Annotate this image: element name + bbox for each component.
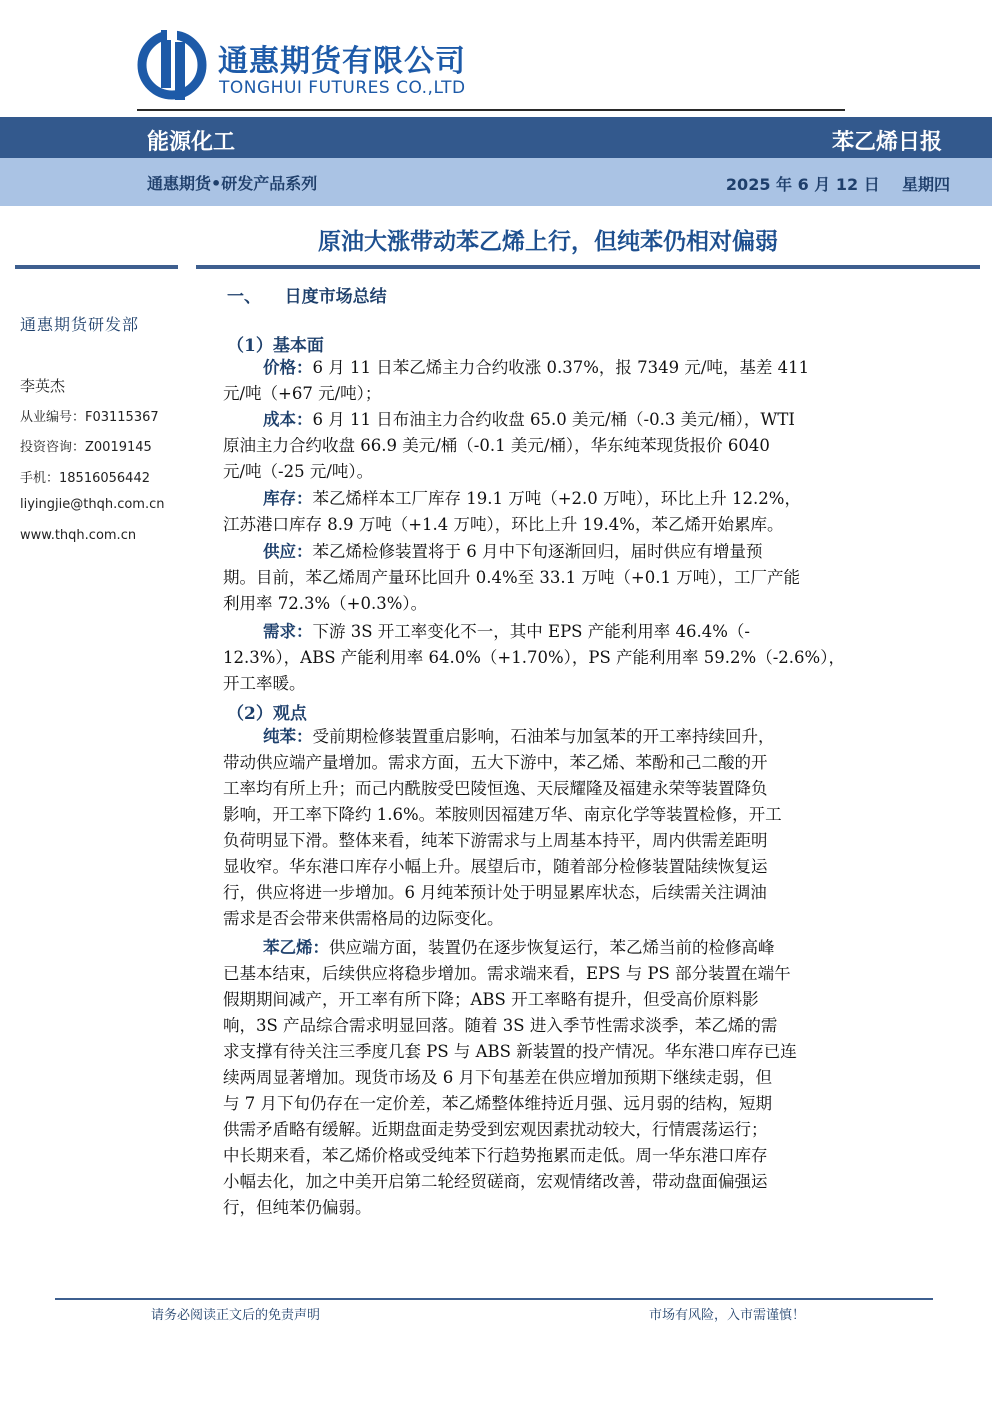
report-headline: 原油大涨带动苯乙烯上行，但纯苯仍相对偏弱 (318, 229, 778, 255)
supply-paragraph (223, 539, 893, 617)
cost-label: 成本： (263, 410, 313, 429)
analyst-consult-id: 投资咨询：Z0019145 (20, 440, 152, 455)
company-website: www.thqh.com.cn (20, 528, 137, 543)
demand-line: 下游 3S 开工率变化不一，其中 EPS 产能利用率 46.4%（- (312, 622, 750, 641)
styrene-line: 中长期来看，苯乙烯价格或受纯苯下行趋势拖累而走低。周一华东港口库存 (223, 1146, 768, 1165)
inventory-line: 苯乙烯样本工厂库存 19.1 万吨（+2.0 万吨），环比上升 12.2%， (312, 489, 801, 508)
benzene-line: 显收窄。华东港口库存小幅上升。展望后市，随着部分检修装置陆续恢复运 (223, 857, 768, 876)
benzene-line: 带动供应端产量增加。需求方面，五大下游中，苯乙烯、苯酚和己二酸的开 (223, 753, 768, 772)
sidebar-divider (15, 265, 178, 269)
supply-line: 期。目前，苯乙烯周产量环比回升 0.4%至 33.1 万吨（+0.1 万吨），工厂产能 (223, 568, 800, 587)
styrene-line: 已基本结束，后续供应将稳步增加。需求端来看，EPS 与 PS 部分装置在端午 (223, 964, 791, 983)
benzene-paragraph (223, 724, 893, 932)
headline-divider (196, 265, 980, 269)
subsection-fundamentals: （1）基本面 (227, 336, 324, 356)
report-type: 苯乙烯日报 (831, 130, 942, 155)
benzene-line: 工率均有所上升；而己内酰胺受巴陵恒逸、天辰耀隆及福建永荣等装置降负 (223, 779, 768, 798)
company-name-cn: 通惠期货有限公司 (218, 44, 466, 79)
cost-line: 原油主力合约收盘 66.9 美元/桶（-0.1 美元/桶），华东纯苯现货报价 6040 (223, 436, 770, 455)
analyst-license: 从业编号：F03115367 (20, 410, 159, 425)
styrene-line: 小幅去化，加之中美开启第二轮经贸磋商，宏观情绪改善，带动盘面偏强运 (223, 1172, 768, 1191)
styrene-line: 与 7 月下旬仍存在一定价差，苯乙烯整体维持近月强、远月弱的结构，短期 (223, 1094, 772, 1113)
tonghui-logo-icon (137, 30, 207, 100)
research-dept: 通惠期货研发部 (20, 315, 140, 334)
section-title: 一、 日度市场总结 (227, 287, 387, 307)
styrene-line: 假期期间减产，开工率有所下降；ABS 开工率略有提升，但受高价原料影 (223, 990, 759, 1009)
styrene-line: 供应端方面，装置仍在逐步恢复运行，苯乙烯当前的检修高峰 (329, 938, 775, 957)
report-date: 2025 年 6 月 12 日 星期四 (725, 175, 950, 194)
inventory-line: 江苏港口库存 8.9 万吨（+1.4 万吨），环比上升 19.4%，苯乙烯开始累库。 (223, 515, 784, 534)
styrene-line: 供需矛盾略有缓解。近期盘面走势受到宏观因素扰动较大，行情震荡运行； (223, 1120, 768, 1139)
analyst-phone: 手机：18516056442 (20, 471, 150, 486)
demand-label: 需求： (263, 622, 313, 641)
price-paragraph (223, 355, 893, 407)
benzene-line: 负荷明显下滑。整体来看，纯苯下游需求与上周基本持平，周内供需差距明 (223, 831, 768, 850)
report-series: 通惠期货•研发产品系列 (147, 174, 318, 193)
styrene-line: 求支撑有待关注三季度几套 PS 与 ABS 新装置的投产情况。华东港口库存已连 (223, 1042, 797, 1061)
supply-line: 利用率 72.3%（+0.3%）。 (223, 594, 428, 613)
styrene-line: 响，3S 产品综合需求明显回落。随着 3S 进入季节性需求淡季，苯乙烯的需 (223, 1016, 778, 1035)
styrene-paragraph (223, 935, 893, 1221)
cost-line: 6 月 11 日布油主力合约收盘 65.0 美元/桶（-0.3 美元/桶），WTI (312, 410, 795, 429)
benzene-line: 影响，开工率下降约 1.6%。苯胺则因福建万华、南京化学等装置检修，开工 (223, 805, 782, 824)
demand-line: 12.3%），ABS 产能利用率 64.0%（+1.70%），PS 产能利用率 59.2%（-2.6%）， (223, 648, 845, 667)
cost-paragraph (223, 407, 893, 485)
price-line: 6 月 11 日苯乙烯主力合约收涨 0.37%，报 7349 元/吨，基差 411 (312, 358, 810, 377)
inventory-paragraph (223, 486, 893, 538)
analyst-name: 李英杰 (20, 377, 66, 395)
supply-line: 苯乙烯检修装置将于 6 月中下旬逐渐回归，届时供应有增量预 (312, 542, 763, 561)
demand-paragraph (223, 619, 893, 697)
footer-divider (55, 1298, 933, 1300)
cost-line: 元/吨（-25 元/吨）。 (223, 462, 374, 481)
benzene-line: 行，供应将进一步增加。6 月纯苯预计处于明显累库状态，后续需关注调油 (223, 883, 767, 902)
price-label: 价格： (263, 358, 313, 377)
benzene-line: 受前期检修装置重启影响，石油苯与加氢苯的开工率持续回升， (312, 727, 775, 746)
benzene-label: 纯苯： (263, 727, 313, 746)
benzene-line: 需求是否会带来供需格局的边际变化。 (223, 909, 504, 928)
analyst-email: liyingjie@thqh.com.cn (20, 497, 165, 512)
price-line: 元/吨（+67 元/吨）； (223, 384, 382, 403)
supply-label: 供应： (263, 542, 313, 561)
report-category: 能源化工 (147, 130, 236, 155)
header-divider (137, 109, 845, 111)
disclaimer-note: 请务必阅读正文后的免责声明 (151, 1308, 321, 1323)
styrene-label: 苯乙烯： (263, 938, 329, 957)
demand-line: 开工率暖。 (223, 674, 306, 693)
subsection-views: （2）观点 (227, 704, 307, 724)
styrene-line: 续两周显著增加。现货市场及 6 月下旬基差在供应增加预期下继续走弱，但 (223, 1068, 772, 1087)
company-name-en: TONGHUI FUTURES CO.,LTD (219, 78, 466, 98)
inventory-label: 库存： (263, 489, 313, 508)
risk-warning: 市场有风险，入市需谨慎！ (649, 1308, 806, 1323)
styrene-line: 行，但纯苯仍偏弱。 (223, 1198, 372, 1217)
